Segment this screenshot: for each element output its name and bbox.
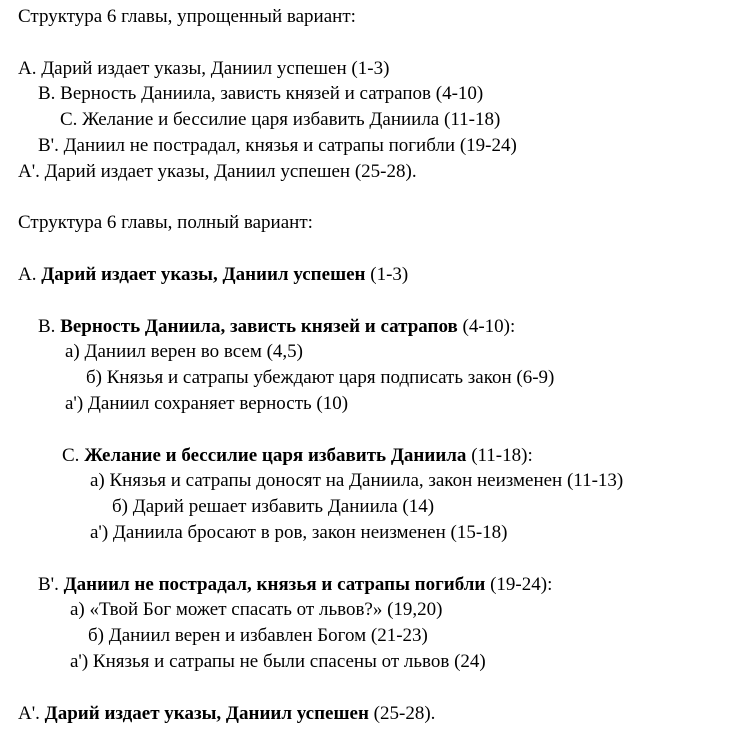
list-item: а') Князья и сатрапы не были спасены от львов (24) bbox=[70, 650, 486, 672]
section-ref: (19-24): bbox=[485, 573, 553, 595]
simple-line-c: C. Желание и бессилие царя избавить Даниила (11-18) bbox=[60, 109, 501, 131]
list-item: а') Даниила бросают в ров, закон неизменен (15-18) bbox=[90, 521, 508, 543]
section-label: A. bbox=[18, 263, 42, 285]
list-item: б) Даниил верен и избавлен Богом (21-23) bbox=[88, 625, 428, 647]
simple-line-b-prime: B'. Даниил не пострадал, князья и сатрапы погибли (19-24) bbox=[38, 134, 517, 156]
list-item: б) Дарий решает избавить Даниила (14) bbox=[112, 496, 435, 518]
section-title: Дарий издает указы, Даниил успешен bbox=[41, 263, 366, 285]
section-title: Верность Даниила, зависть князей и сатрапов bbox=[60, 315, 458, 337]
section-ref: (1-3) bbox=[365, 263, 409, 285]
full-section-a bbox=[0, 262, 751, 288]
section-label: B. bbox=[38, 315, 61, 337]
full-section-c bbox=[0, 443, 751, 469]
section-ref: (25-28). bbox=[368, 702, 436, 724]
list-item: а) «Твой Бог может спасать от львов?» (19,20) bbox=[70, 599, 443, 621]
section-label: B'. bbox=[38, 573, 64, 595]
section-title: Желание и бессилие царя избавить Даниила bbox=[84, 444, 467, 466]
list-item: а) Князья и сатрапы доносят на Даниила, закон неизменен (11-13) bbox=[90, 470, 624, 492]
full-section-b-prime bbox=[0, 572, 751, 598]
full-section-a-prime bbox=[0, 701, 751, 727]
list-item: а) Даниил верен во всем (4,5) bbox=[65, 341, 304, 363]
simple-line-a: A. Дарий издает указы, Даниил успешен (1-3) bbox=[18, 57, 390, 79]
section-label: A'. bbox=[18, 702, 45, 724]
section-title: Дарий издает указы, Даниил успешен bbox=[44, 702, 369, 724]
section-ref: (4-10): bbox=[457, 315, 516, 337]
simple-heading: Структура 6 главы, упрощенный вариант: bbox=[18, 6, 356, 27]
section-ref: (11-18): bbox=[466, 444, 533, 466]
full-heading: Структура 6 главы, полный вариант: bbox=[18, 212, 313, 234]
section-label: C. bbox=[62, 444, 85, 466]
list-item: а') Даниил сохраняет верность (10) bbox=[65, 392, 349, 414]
simple-line-a-prime: A'. Дарий издает указы, Даниил успешен (25-28). bbox=[18, 160, 417, 182]
section-title: Даниил не пострадал, князья и сатрапы погибли bbox=[63, 573, 486, 595]
full-section-b bbox=[0, 314, 751, 340]
simple-line-b: B. Верность Даниила, зависть князей и сатрапов (4-10) bbox=[38, 83, 484, 105]
list-item: б) Князья и сатрапы убеждают царя подписать закон (6-9) bbox=[86, 367, 555, 389]
